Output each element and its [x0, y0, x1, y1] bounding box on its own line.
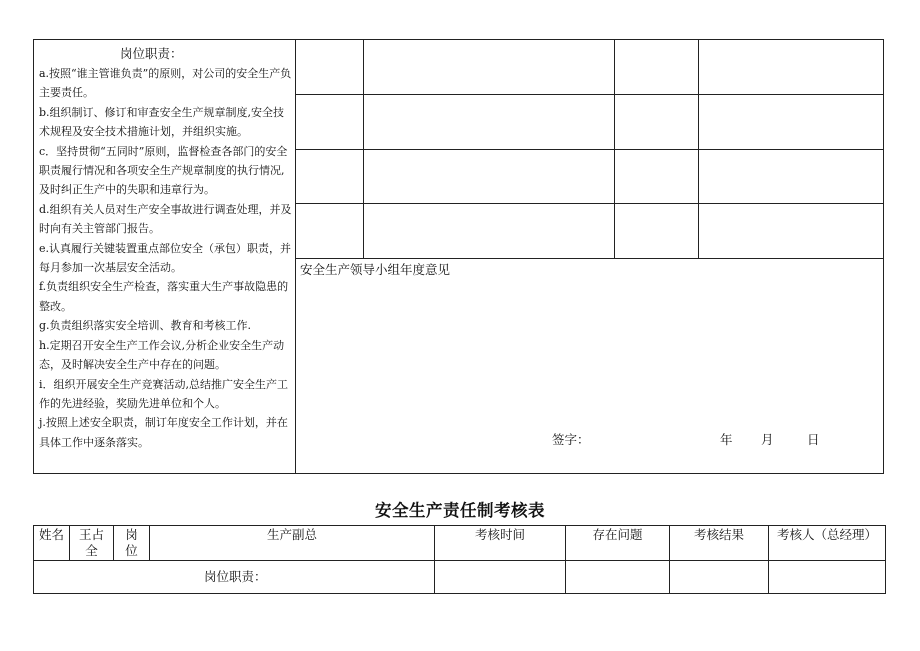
signature-label: 签字： — [552, 432, 590, 447]
post-label: 岗位 — [125, 527, 138, 558]
bottom-table-border-right — [885, 525, 886, 594]
annual-opinion-label: 安全生产领导小组年度意见 — [300, 262, 451, 277]
form-title: 安全生产责任制考核表 — [375, 501, 545, 520]
duty-column-divider — [295, 39, 296, 474]
grid-row-line — [295, 258, 884, 259]
reviewer-header: 考核人（总经理） — [776, 527, 877, 542]
grid-row-line — [295, 94, 884, 95]
top-table-border-bottom — [33, 473, 884, 474]
duty-item-d: d.组织有关人员对生产安全事故进行调查处理，并及时向有关主管部门报告。 — [39, 202, 292, 236]
duty-item-h: h.定期召开安全生产工作会议,分析企业安全生产动态，及时解决安全生产中存在的问题。 — [39, 338, 285, 372]
result-header: 考核结果 — [693, 527, 744, 542]
top-table-border-right — [883, 39, 884, 474]
bottom-duty-heading: 岗位职责： — [204, 569, 267, 584]
grid-row-line — [295, 203, 884, 204]
issues-header: 存在问题 — [592, 527, 643, 542]
top-table-border-left — [33, 39, 34, 474]
duty-item-e: e.认真履行关键装置重点部位安全（承包）职责，并每月参加一次基层安全活动。 — [39, 241, 292, 275]
name-label: 姓名 — [38, 527, 64, 542]
day-label: 日 — [807, 432, 820, 447]
year-label: 年 — [720, 432, 733, 447]
duty-item-a: a.按照“谁主管谁负责”的原则，对公司的安全生产负主要责任。 — [39, 67, 292, 100]
review-time-header: 考核时间 — [474, 527, 525, 542]
top-table-border-top — [33, 39, 884, 40]
duty-item-f: f.负责组织安全生产检查，落实重大生产事故隐患的整改。 — [39, 280, 289, 313]
bottom-table-row-line — [33, 560, 886, 561]
duty-item-j: j.按照上述安全职责，制订年度安全工作计划，并在具体工作中逐条落实。 — [39, 416, 288, 449]
month-label: 月 — [761, 432, 774, 447]
bottom-table-border-bottom — [33, 593, 886, 594]
post-value: 生产副总 — [266, 527, 317, 542]
bottom-table-border-top — [33, 525, 886, 526]
duty-heading: 岗位职责： — [120, 46, 183, 61]
name-value: 王占全 — [78, 527, 104, 558]
duty-item-i: i．组织开展安全生产竞赛活动,总结推广安全生产工作的先进经验，奖励先进单位和个人。 — [39, 377, 289, 410]
duty-item-c: c．坚持贯彻“五同时”原则，监督检查各部门的安全职责履行情况和各项安全生产规章制度的执行情况,及时纠正生产中的失职和违章行为。 — [39, 144, 288, 197]
duty-item-g: g.负责组织落实安全培训、教育和考核工作. — [39, 319, 252, 333]
duty-list — [39, 64, 293, 452]
grid-row-line — [295, 149, 884, 150]
duty-item-b: b.组织制订、修订和审查安全生产规章制度,安全技术规程及安全技术措施计划，并组织实施。 — [39, 105, 285, 139]
